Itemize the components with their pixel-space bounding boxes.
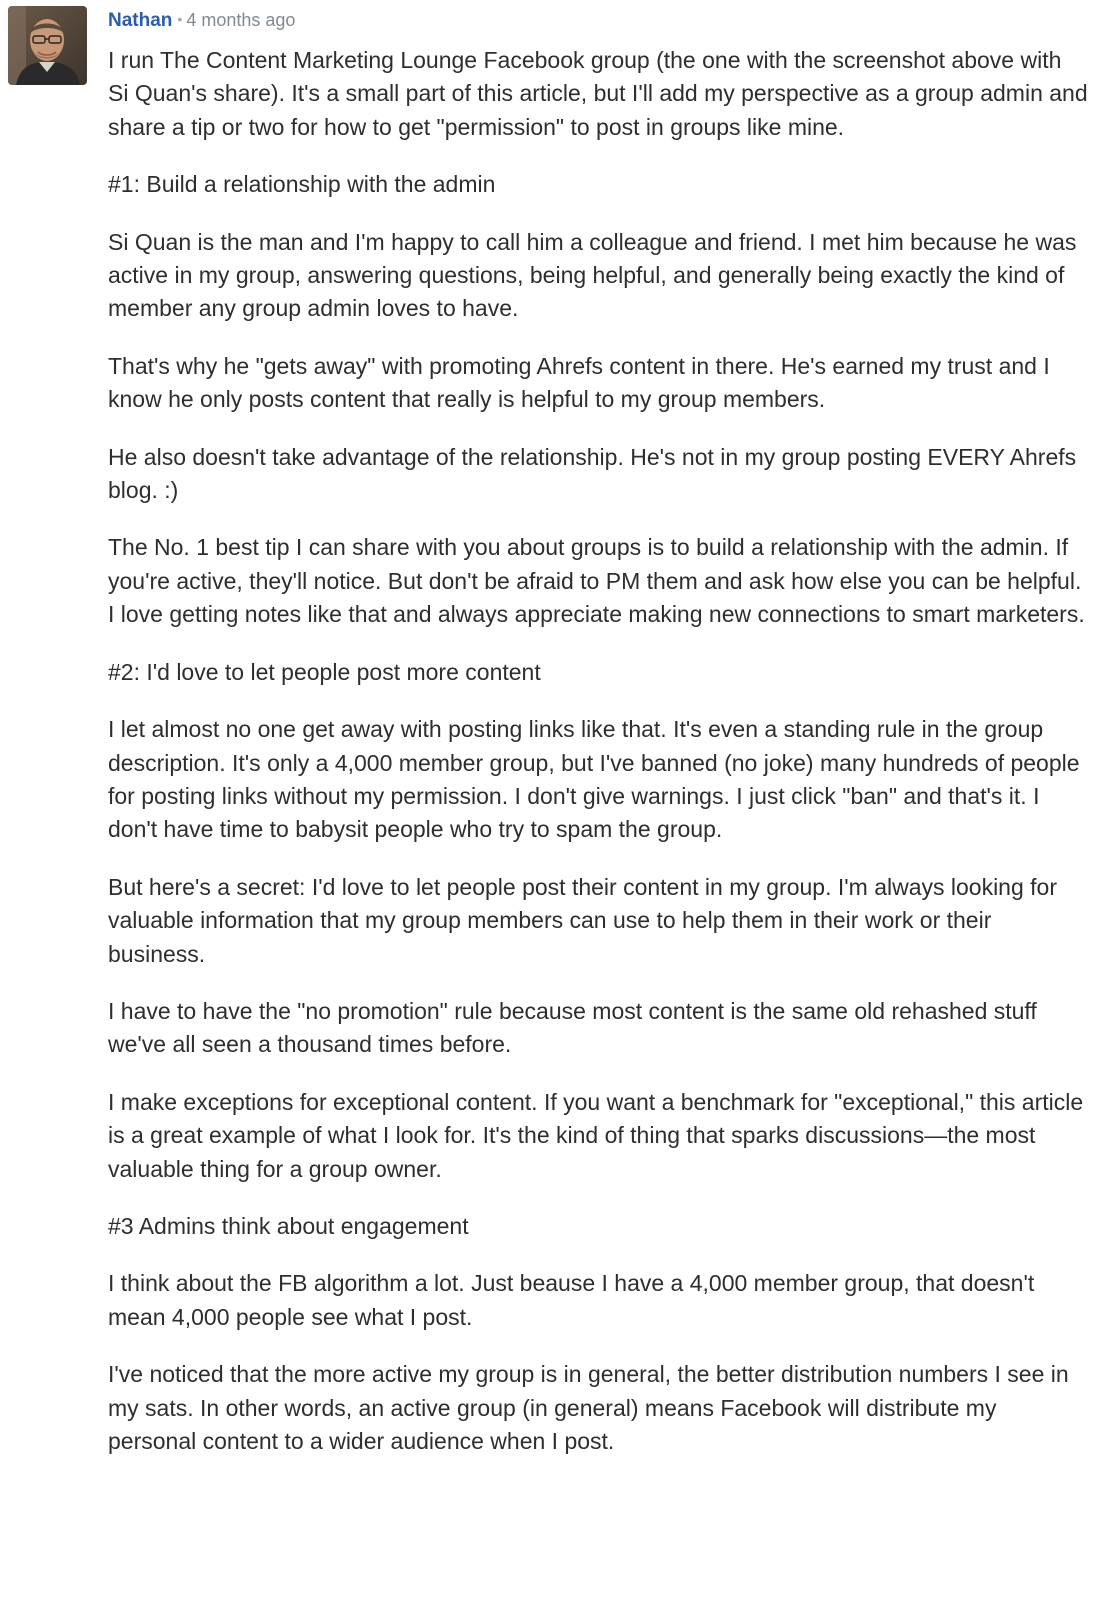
comment-paragraph: #3 Admins think about engagement: [108, 1212, 469, 1239]
comment-meta: [108, 0, 1088, 40]
comment-paragraph: #1: Build a relationship with the admin: [108, 171, 496, 198]
comment-paragraph: Si Quan is the man and I'm happy to call him a colleague and friend. I met him because he was active in my group, answering questions, being helpful, and generally being exactly the kind of member any group admin loves to have.: [108, 228, 1077, 322]
author-link[interactable]: Nathan: [108, 10, 173, 31]
comment-paragraph: I run The Content Marketing Lounge Facebook group (the one with the screenshot above with Si Quan's share). It's a small part of this article, but I'll add my perspective as a group admin and share a tip or two for how to get "permission" to post in groups like mine.: [108, 47, 1088, 140]
comment-text: [108, 44, 1088, 1458]
comment-paragraph: That's why he "gets away" with promoting Ahrefs content in there. He's earned my trust and I know he only posts content that really is helpful to my group members.: [108, 352, 1050, 413]
comment-paragraph: I let almost no one get away with posting links like that. It's even a standing rule in the group description. It's only a 4,000 member group, but I've banned (no joke) many hundreds of people for posting links without my permission. I don't give warnings. I just click "ban" and that's it. I don't have time to babysit people who try to spam the group.: [108, 716, 1080, 843]
comment-paragraph: The No. 1 best tip I can share with you about groups is to build a relationship with the admin. If you're active, they'll notice. But don't be afraid to PM them and ask how else you can be helpful. I love getting notes like that and always appreciate making new connections to smart marketers.: [108, 534, 1085, 628]
meta-separator: •: [177, 11, 183, 27]
comment-paragraph: I've noticed that the more active my group is in general, the better distribution numbers I see in my sats. In other words, an active group (in general) means Facebook will distribute my personal content to a wider audience when I post.: [108, 1361, 1069, 1454]
comment-paragraph: I have to have the "no promotion" rule because most content is the same old rehashed stuff we've all seen a thousand times before.: [108, 997, 1037, 1058]
comment-paragraph: I make exceptions for exceptional content. If you want a benchmark for "exceptional," this article is a great example of what I look for. It's the kind of thing that sparks discussions—the most valuable thing for a group owner.: [108, 1088, 1084, 1182]
comment-paragraph: But here's a secret: I'd love to let people post their content in my group. I'm always looking for valuable information that my group members can use to help them in their work or their business.: [108, 873, 1057, 967]
comment-paragraph: I think about the FB algorithm a lot. Just beause I have a 4,000 member group, that doesn't mean 4,000 people see what I post.: [108, 1270, 1035, 1330]
comment-paragraph: He also doesn't take advantage of the relationship. He's not in my group posting EVERY Ahrefs blog. :): [108, 443, 1077, 504]
avatar[interactable]: [8, 6, 87, 85]
comment-body: [108, 0, 1088, 1482]
avatar-photo: [8, 6, 87, 85]
timestamp-link[interactable]: 4 months ago: [186, 10, 296, 30]
comment-paragraph: #2: I'd love to let people post more content: [108, 658, 541, 685]
